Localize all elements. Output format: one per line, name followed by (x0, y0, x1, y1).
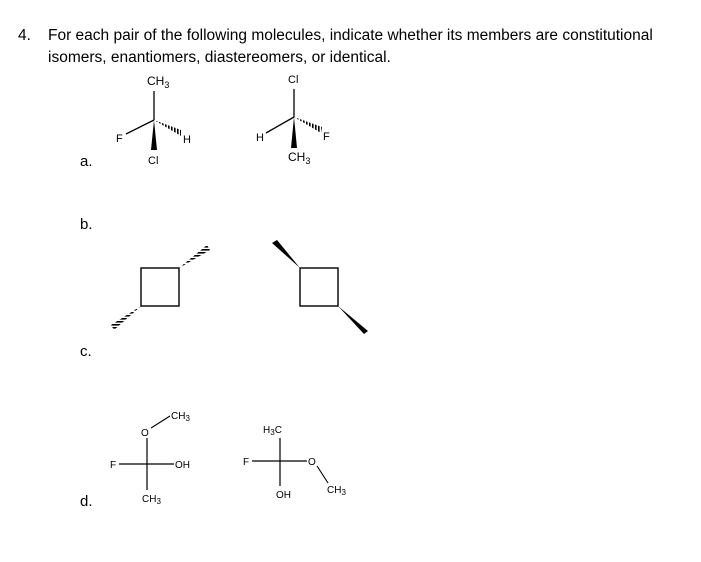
d1-bottom-label: $CH_3$ (142, 494, 161, 506)
question-text-line-2: isomers, enantiomers, diastereomers, or identical. (48, 49, 391, 66)
molecule-d1 (110, 411, 190, 506)
molecule-a2 (256, 74, 330, 166)
d2-bond-o-methyl (317, 466, 328, 483)
d2-oxygen-label: O (308, 457, 316, 468)
a2-top-label: Cl (288, 74, 299, 86)
d2-bottom-label: OH (276, 490, 291, 501)
d1-bond-o-methyl (151, 416, 170, 428)
b2-ring (300, 268, 338, 306)
a1-top-label: $CH_3$ (147, 74, 170, 90)
a1-bottom-label: Cl (148, 155, 159, 167)
a2-left-label: H (256, 132, 264, 144)
a2-bond-left (266, 117, 294, 133)
a2-right-label: F (323, 131, 330, 143)
d2-left-label: F (243, 457, 250, 468)
question-text-line-1: For each pair of the following molecules, indicate whether its members are constitutional (48, 27, 653, 44)
a1-hashed-bond (154, 120, 181, 136)
molecule-b2 (272, 240, 368, 334)
d2-methyl-label: $CH_3$ (327, 485, 346, 497)
part-b-label: b. (80, 216, 93, 233)
d1-methyl-label: $CH_3$ (171, 411, 190, 423)
a2-wedge-bond (291, 117, 297, 148)
a1-bond-left (126, 120, 154, 134)
b1-hashed-bond-bottom (111, 306, 141, 330)
part-c-label: c. (80, 343, 92, 360)
a2-hashed-bond (294, 117, 322, 133)
a1-left-label: F (116, 133, 123, 145)
a1-wedge-bond (151, 120, 157, 150)
question-number: 4. (18, 27, 31, 44)
molecule-d2 (243, 425, 346, 501)
b2-wedge-bond-bottom (338, 306, 368, 334)
b1-hashed-bond-top (179, 245, 210, 268)
d1-right-label: OH (175, 460, 190, 471)
b2-wedge-bond-top (272, 240, 300, 268)
molecule-a1 (116, 74, 191, 167)
part-a-label: a. (80, 153, 93, 170)
a2-bottom-label: $CH_3$ (288, 150, 311, 166)
d1-oxygen-label: O (141, 428, 149, 439)
a1-right-label: H (183, 134, 191, 146)
d1-left-label: F (110, 460, 117, 471)
molecule-b1 (111, 245, 210, 330)
part-d-label: d. (80, 493, 93, 510)
d2-top-label: $H_3C$ (263, 425, 282, 437)
b1-ring (141, 268, 179, 306)
